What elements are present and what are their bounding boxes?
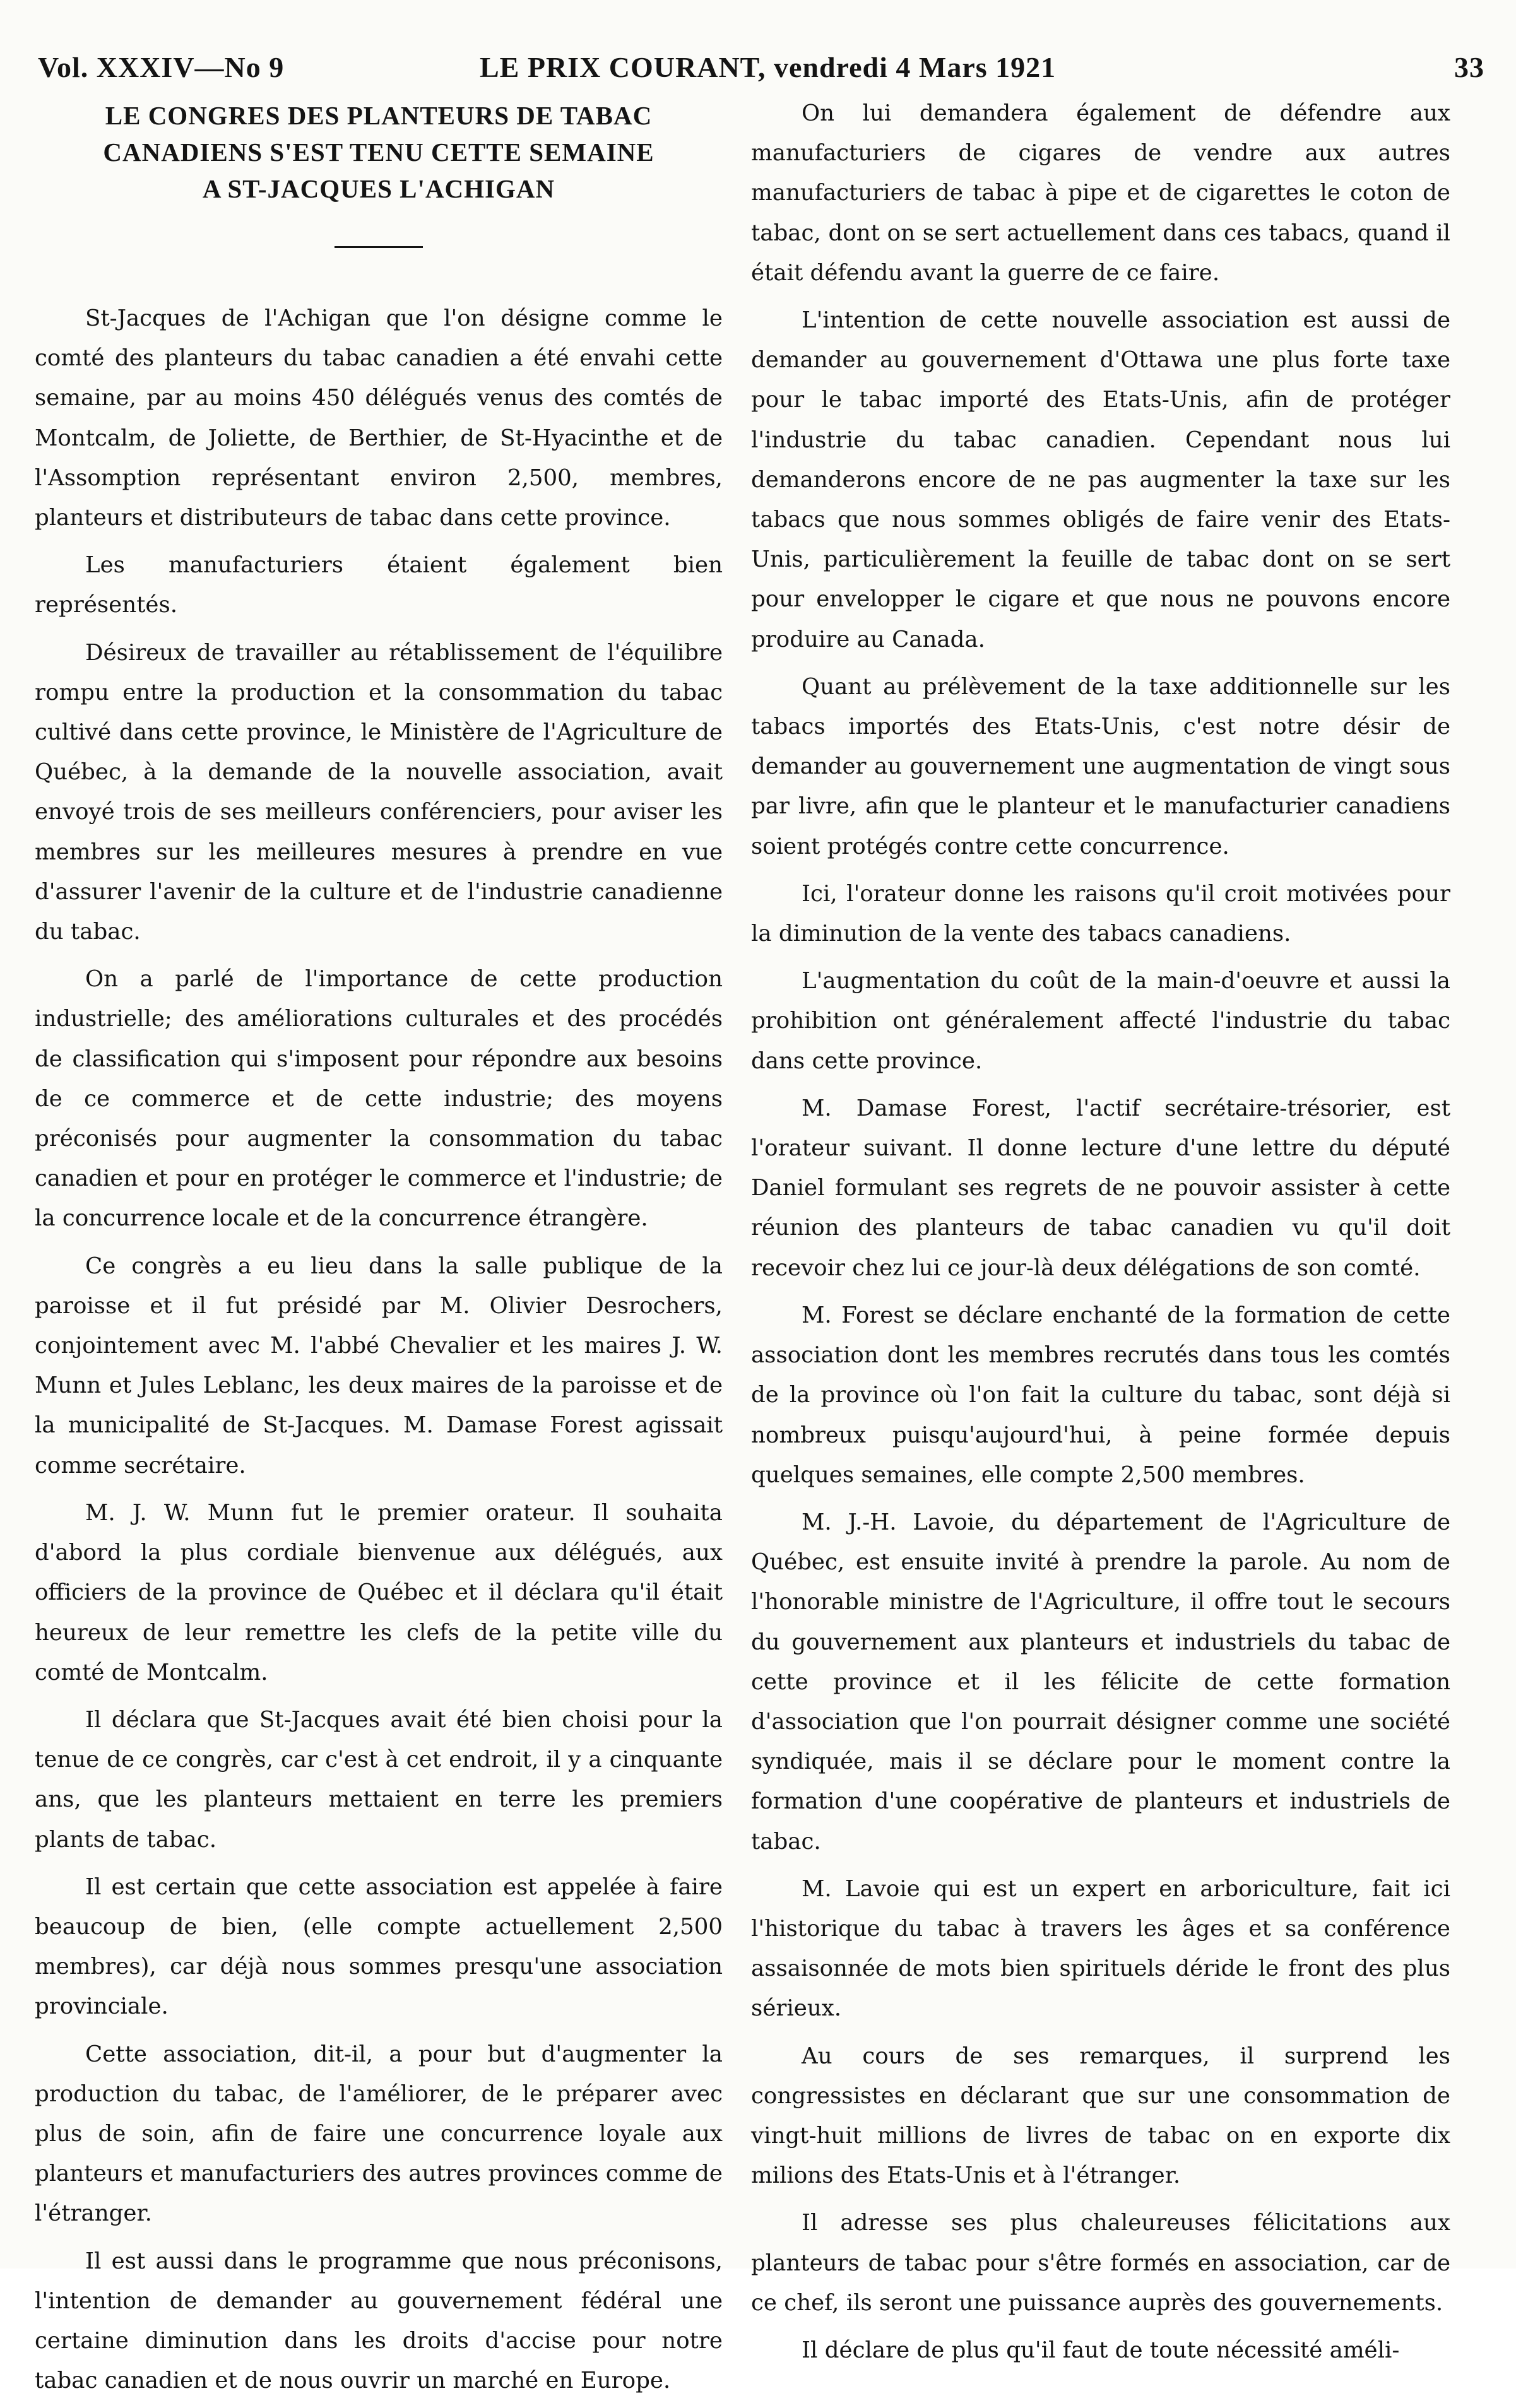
paragraph: L'intention de cette nouvelle association est aussi de demander au gouvernement d'Ottawa une plus forte taxe pour le tabac importé des Etats-Unis, afin de protéger l'industrie du tabac canadien. Cependant nous lui demanderons encore de ne pas augmenter la taxe sur les tabacs que nous sommes obligés de faire venir des Etats-Unis, particulièrement la feuille de tabac dont on se sert pour envelopper le cigare et que nous ne pouvons encore produire au Canada. (751, 307, 1450, 652)
page-header (38, 50, 1484, 95)
volume-number: Vol. XXXIV—No 9 (38, 51, 285, 83)
paragraph: Il est certain que cette association est appelée à faire beaucoup de bien, (elle compte actuellement 2,500 membres), car déjà nous sommes presqu'une association provinciale. (35, 1874, 723, 2020)
paragraph: St-Jacques de l'Achigan que l'on désigne comme le comté des planteurs du tabac canadien a été envahi cette semaine, par au moins 450 délégués venus des comtés de Montcalm, de Joliette, de Berthier, de St-Hyacinthe et de l'Assomption représentant environ 2,500, membres, planteurs et distributeurs de tabac dans cette province. (35, 305, 723, 531)
headline-line: CANADIENS S'EST TENU CETTE SEMAINE (103, 138, 654, 167)
article-headline (35, 97, 723, 207)
page-number: 33 (1454, 51, 1484, 83)
headline-divider (335, 246, 423, 248)
paragraph: Ici, l'orateur donne les raisons qu'il croit motivées pour la diminution de la vente des tabacs canadiens. (751, 880, 1450, 947)
paragraph: M. Damase Forest, l'actif secrétaire-trésorier, est l'orateur suivant. Il donne lecture d'une lettre du député Daniel formulant ses regrets de ne pouvoir assister à cette réunion des planteurs de tabac canadien vu qu'il doit recevoir chez lui ce jour-là deux délégations de son comté. (751, 1095, 1450, 1281)
paragraph: On lui demandera également de défendre aux manufacturiers de cigares de vendre aux autres manufacturiers de tabac à pipe et de cigarettes le coton de tabac, dont on se sert actuellement dans ces tabacs, quand il était défendu avant la guerre de ce faire. (751, 100, 1450, 286)
paragraph: Au cours de ses remarques, il surprend les congressistes en déclarant que sur une consommation de vingt-huit millions de livres de tabac on en exporte dix milions des Etats-Unis et à l'étranger. (751, 2043, 1450, 2189)
paragraph: On a parlé de l'importance de cette production industrielle; des améliorations culturales et des procédés de classification qui s'imposent pour répondre aux besoins de ce commerce et de cette industrie; des moyens préconisés pour augmenter la consommation du tabac canadien et pour en protéger le commerce et l'industrie; de la concurrence locale et de la concurrence étrangère. (35, 966, 723, 1232)
paragraph: Il déclare de plus qu'il faut de toute nécessité améli- (802, 2337, 1400, 2363)
paragraph: M. Forest se déclare enchanté de la formation de cette association dont les membres recrutés dans tous les comtés de la province où l'on fait la culture du tabac, sont déjà si nombreux puisqu'aujourd'hui, à peine formée depuis quelques semaines, elle compte 2,500 membres. (751, 1302, 1450, 1488)
headline-line: A ST-JACQUES L'ACHIGAN (202, 174, 555, 203)
headline-line: LE CONGRES DES PLANTEURS DE TABAC (105, 101, 653, 130)
publication-dateline: LE PRIX COURANT, vendredi 4 Mars 1921 (480, 51, 1057, 83)
paragraph: Les manufacturiers étaient également bien représentés. (35, 552, 723, 618)
paragraph: M. J. W. Munn fut le premier orateur. Il souhaita d'abord la plus cordiale bienvenue aux délégués, aux officiers de la province de Québec et il déclara qu'il était heureux de leur remettre les clefs de la petite ville du comté de Montcalm. (35, 1499, 723, 1685)
paragraph: Désireux de travailler au rétablissement de l'équilibre rompu entre la production et la consommation du tabac cultivé dans cette province, le Ministère de l'Agriculture de Québec, à la demande de la nouvelle association, avait envoyé trois de ses meilleurs conférenciers, pour aviser les membres sur les meilleures mesures à prendre en vue d'assurer l'avenir de la culture et de l'industrie canadienne du tabac. (35, 639, 723, 945)
left-column (35, 93, 723, 2408)
paragraph: M. J.-H. Lavoie, du département de l'Agriculture de Québec, est ensuite invité à prendre la parole. Au nom de l'honorable ministre de l'Agriculture, il offre tout le secours du gouvernement aux planteurs et industriels du tabac de cette province et il les félicite de cette formation d'association que l'on pourrait désigner comme une société syndiquée, mais il se déclare pour le moment contre la formation d'une coopérative de planteurs et industriels de tabac. (751, 1509, 1450, 1855)
paragraph: L'augmentation du coût de la main-d'oeuvre et aussi la prohibition ont généralement affecté l'industrie du tabac dans cette province. (751, 968, 1450, 1074)
paragraph: Ce congrès a eu lieu dans la salle publique de la paroisse et il fut présidé par M. Olivier Desrochers, conjointement avec M. l'abbé Chevalier et les maires J. W. Munn et Jules Leblanc, les deux maires de la paroisse et de la municipalité de St-Jacques. M. Damase Forest agissait comme secrétaire. (35, 1253, 723, 1478)
paragraph: Il déclara que St-Jacques avait été bien choisi pour la tenue de ce congrès, car c'est à cet endroit, il y a cinquante ans, que les planteurs mettaient en terre les premiers plants de tabac. (35, 1706, 723, 1853)
paragraph: Il adresse ses plus chaleureuses félicitations aux planteurs de tabac pour s'être formés en association, car de ce chef, ils seront une puissance auprès des gouvernements. (751, 2210, 1450, 2316)
paragraph: Quant au prélèvement de la taxe additionnelle sur les tabacs importés des Etats-Unis, c'est notre désir de demander au gouvernement une augmentation de vingt sous par livre, afin que le planteur et le manufacturier canadiens soient protégés contre cette concurrence. (751, 673, 1450, 859)
paragraph: Cette association, dit-il, a pour but d'augmenter la production du tabac, de l'améliorer, de le préparer avec plus de soin, afin de faire une concurrence loyale aux planteurs et manufacturiers des autres provinces comme de l'étranger. (35, 2041, 723, 2227)
paragraph: M. Lavoie qui est un expert en arboriculture, fait ici l'historique du tabac à travers les âges et sa conférence assaisonnée de mots bien spirituels déride le front des plus sérieux. (751, 1875, 1450, 2022)
right-column (751, 93, 1450, 2378)
paragraph: Il est aussi dans le programme que nous préconisons, l'intention de demander au gouvernement fédéral une certaine diminution dans les droits d'accise pour notre tabac canadien et de nous ouvrir un marché en Europe. (35, 2248, 723, 2394)
